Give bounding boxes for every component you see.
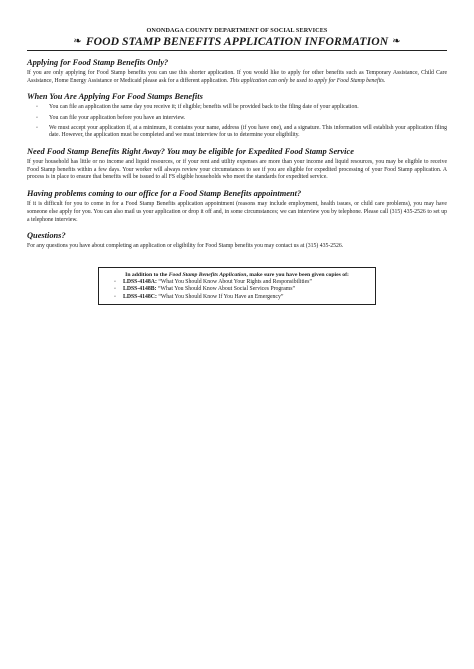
section-expedited bbox=[27, 147, 447, 182]
section-questions bbox=[27, 231, 447, 251]
forms-list bbox=[105, 279, 369, 301]
box-heading-prefix: In addition to the bbox=[125, 271, 168, 278]
section-heading: Need Food Stamp Benefits Right Away? You may be eligible for Expedited Food Stamp Service bbox=[27, 147, 354, 156]
section-only bbox=[27, 58, 447, 85]
additional-forms-box bbox=[98, 267, 376, 305]
list-item bbox=[36, 104, 447, 112]
bullet-icon: ◦ bbox=[114, 286, 116, 293]
title-divider bbox=[27, 50, 447, 51]
section-problems bbox=[27, 189, 447, 224]
list-item bbox=[114, 286, 369, 293]
bullet-icon: ◦ bbox=[36, 104, 38, 111]
bullet-list bbox=[27, 104, 447, 140]
list-item bbox=[114, 293, 369, 301]
list-item bbox=[36, 124, 447, 140]
bullet-icon: ◦ bbox=[114, 278, 116, 285]
box-heading bbox=[105, 271, 369, 279]
agency-name: ONONDAGA COUNTY DEPARTMENT OF SOCIAL SERVICES bbox=[146, 27, 328, 34]
title-row bbox=[27, 35, 447, 49]
section-heading: When You Are Applying For Food Stamps Benefits bbox=[27, 92, 203, 102]
section-heading: Applying for Food Stamp Benefits Only? bbox=[27, 58, 169, 67]
list-item-text: You can file your application before you have an interview. bbox=[49, 114, 186, 121]
paragraph-text: If you are only applying for Food Stamp benefits you can use this shorter application. If you would like to apply for other benefits such as Temporary Assistance, Child Care Assistance, Home Energy Assistance or Medicaid please ask for a different application. bbox=[27, 70, 447, 84]
bullet-icon: ◦ bbox=[36, 124, 38, 131]
form-code: LDSS-4148A: bbox=[123, 278, 157, 285]
ornament-left-icon: ❧ bbox=[73, 36, 82, 47]
section-paragraph: If your household has little or no income and liquid resources, or if your rent and utility expenses are more than your income and liquid resources, you may be eligible to receive Food Stamp benefits within a few days. Your worker will always review your circumstances to see if you are eligible for expedited processing of your Food Stamp application. A process is in place to ensure that benefits will be issued to all FS eligible households who meet the standards for expedited service. bbox=[27, 159, 447, 181]
list-item-text: You can file an application the same day you receive it; if eligible; benefits will be provided back to the filing date of your application. bbox=[49, 104, 359, 111]
form-title: “What You Should Know If You Have an Emergency” bbox=[158, 293, 284, 300]
section-paragraph bbox=[27, 70, 447, 85]
box-heading-italic: Food Stamp Benefits Application bbox=[168, 271, 247, 278]
bullet-icon: ◦ bbox=[36, 114, 38, 121]
form-code: LDSS-4148C: bbox=[123, 293, 157, 300]
bullet-icon: ◦ bbox=[114, 293, 116, 300]
section-paragraph: For any questions you have about completing an application or eligibility for Food Stamp benefits you may contact us at (315) 435-2526. bbox=[27, 243, 344, 250]
document-title: FOOD STAMP BENEFITS APPLICATION INFORMATION bbox=[85, 35, 389, 48]
form-title: “What You Should Know About Social Services Programs” bbox=[158, 286, 296, 293]
section-paragraph: If it is difficult for you to come in for a Food Stamp Benefits application appointment (reasons may include employment, health issues, or child care problems), you may have someone else apply for you. You can also mail us your application or drop it off and, in some circumstances; we can interview you by telephone. Please call (315) 435-2526 to set up a telephone interview. bbox=[27, 201, 447, 223]
section-heading: Having problems coming to our office for a Food Stamp Benefits appointment? bbox=[27, 189, 302, 199]
ornament-right-icon: ❧ bbox=[392, 36, 401, 47]
list-item-text: We must accept your application if, at a minimum, it contains your name, address (if you have one), and a signature. This information will establish your application filing date. However, the application must be completed and we must interview for us to determine your eligibility. bbox=[49, 124, 447, 139]
section-heading: Questions? bbox=[27, 231, 66, 241]
paragraph-italic-note: This application can only be used to apply for Food Stamp benefits. bbox=[229, 77, 386, 84]
form-code: LDSS-4148B: bbox=[123, 286, 157, 293]
section-when bbox=[27, 92, 447, 140]
form-title: “What You Should Know About Your Rights and Responsibilities” bbox=[158, 278, 312, 285]
box-heading-suffix: , make sure you have been given copies of: bbox=[246, 271, 349, 278]
list-item bbox=[36, 114, 447, 123]
